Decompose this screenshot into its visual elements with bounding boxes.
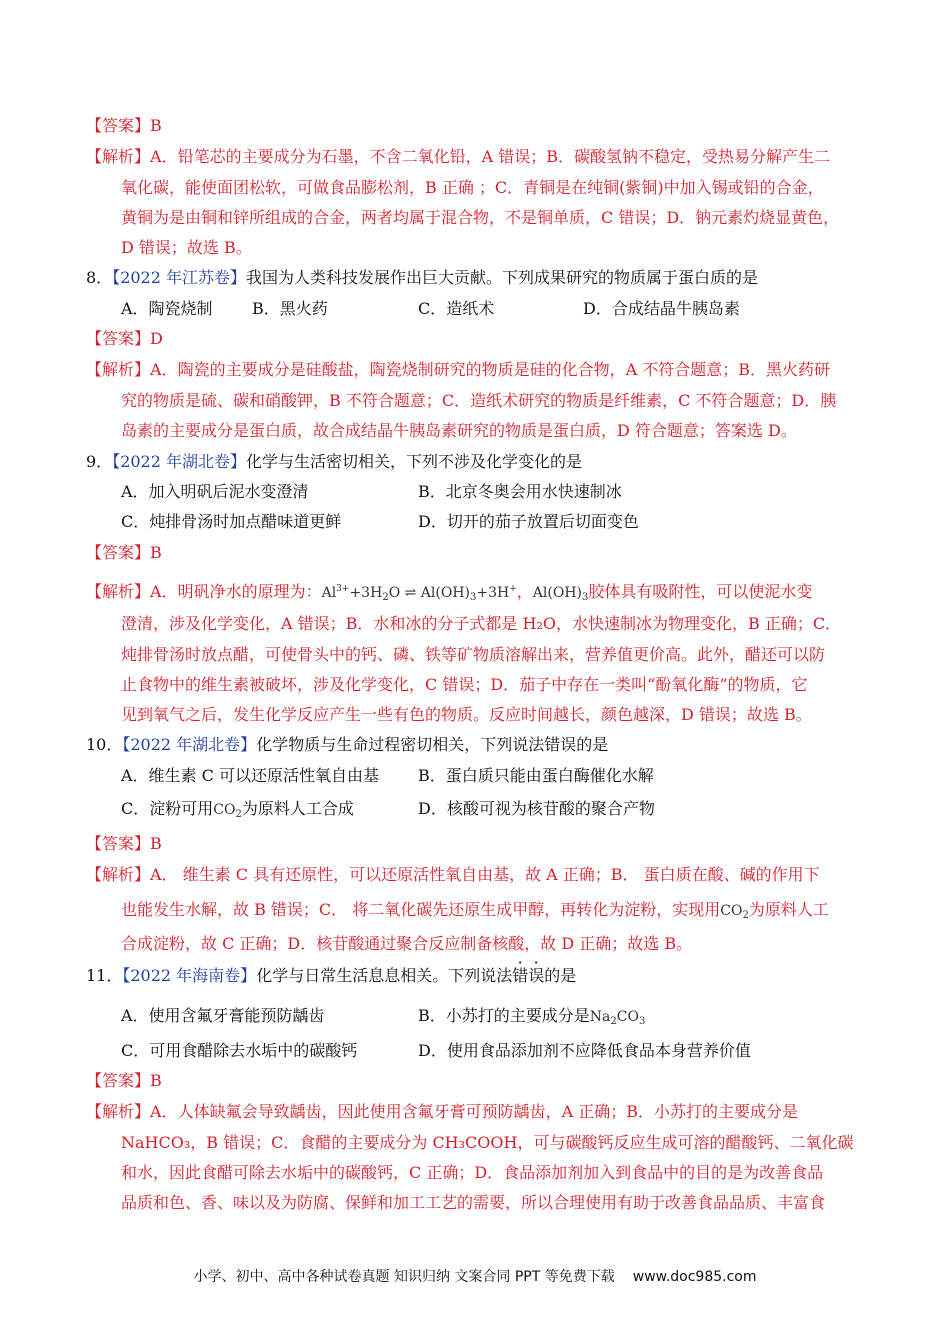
q9-analysis-line-4: 止食物中的维生素被破坏，涉及化学变化，C 错误；D．茄子中存在一类叫“酚氧化酶”的物质，它 xyxy=(121,675,808,694)
q11-option-b: B．小苏打的主要成分是$Na_2CO_3$ xyxy=(418,1006,646,1027)
analysis-text: A．铅笔芯的主要成分为石墨，不含二氧化铅，A 错误；B．碳酸氢钠不稳定，受热易分解产生二 xyxy=(150,147,830,166)
prev-answer xyxy=(86,115,162,137)
q9-option-a: A．加入明矾后泥水变澄清 xyxy=(121,482,309,501)
question-number: 10． xyxy=(86,735,123,754)
answer-tag: 【答案】 xyxy=(86,116,151,135)
question-text-end: 的是 xyxy=(544,966,577,985)
question-number: 8． xyxy=(86,268,113,287)
answer-value: B xyxy=(150,543,162,562)
q9-analysis-line-2: 澄清，涉及化学变化，A 错误；B．水和冰的分子式都是 H₂O，水快速制冰为物理变化，B 正确；C． xyxy=(121,614,842,633)
prev-analysis-line-2: 氧化碳，能使面团松软，可做食品膨松剂，B 正确 ；C．青铜是在纯铜(紫铜)中加入锡或铅的合金， xyxy=(121,178,824,197)
q10-option-a: A．维生素 C 可以还原活性氧自由基 xyxy=(121,766,379,785)
q11-answer xyxy=(86,1070,162,1092)
answer-value: D xyxy=(150,329,163,348)
q8-option-b: B．黑火药 xyxy=(252,299,328,318)
prev-analysis-line-1 xyxy=(86,146,830,168)
na2co3-formula: $Na_2CO_3$ xyxy=(589,1009,646,1027)
analysis-tag: 【解析】 xyxy=(86,582,151,601)
source-tag: 【2022 年江苏卷】 xyxy=(112,268,246,287)
analysis-tag: 【解析】 xyxy=(86,865,151,884)
q11-stem xyxy=(86,965,576,987)
q10-option-d: D．核酸可视为核苷酸的聚合产物 xyxy=(418,799,655,818)
analysis-text-rest: 胶体具有吸附性，可以使泥水变 xyxy=(588,582,813,601)
question-text: 我国为人类科技发展作出巨大贡献。下列成果研究的物质属于蛋白质的是 xyxy=(246,268,759,287)
question-text: 化学物质与生命过程密切相关，下列说法错误的是 xyxy=(256,735,609,754)
alum-hydrolysis-equation: $Al^{3+}+3H_2O$ ⇌ $Al(OH)_3+3H^+$ xyxy=(321,584,517,603)
q8-analysis-line-1 xyxy=(86,359,830,381)
q9-analysis-line-1 xyxy=(86,578,812,609)
separator: ， xyxy=(516,582,533,601)
aluminium-hydroxide-formula: $Al(OH)_3$ xyxy=(532,585,589,603)
analysis-text: A．人体缺氟会导致龋齿，因此使用含氟牙膏可预防龋齿，A 正确；B．小苏打的主要成分是 xyxy=(150,1102,798,1121)
q11-option-c: C．可用食醋除去水垢中的碳酸钙 xyxy=(121,1041,358,1060)
question-number: 9． xyxy=(86,452,113,471)
q9-option-b: B．北京冬奥会用水快速制冰 xyxy=(418,482,622,501)
q8-option-d: D．合成结晶牛胰岛素 xyxy=(583,299,740,318)
q10-analysis-line-2: 也能发生水解，故 B 错误；C． 将二氧化碳先还原生成甲醇，再转化为淀粉，实现用$CO_2$为原料人工 xyxy=(121,900,829,921)
q10-stem xyxy=(86,734,608,756)
q11-analysis-line-4: 品质和色、香、味以及为防腐、保鲜和加工工艺的需要，所以合理使用有助于改善食品品质、丰富食 xyxy=(121,1193,826,1212)
q11-analysis-line-2: NaHCO₃，B 错误；C．食醋的主要成分为 CH₃COOH，可与碳酸钙反应生成可溶的醋酸钙、二氧化碳 xyxy=(121,1133,854,1152)
q9-option-c: C．炖排骨汤时加点醋味道更鲜 xyxy=(121,512,342,531)
q9-option-d: D．切开的茄子放置后切面变色 xyxy=(418,512,639,531)
co2-formula: $CO_2$ xyxy=(213,802,242,820)
analysis-tag: 【解析】 xyxy=(86,147,151,166)
source-tag: 【2022 年海南卷】 xyxy=(122,966,257,985)
q9-analysis-line-3: 炖排骨汤时放点醋，可使骨头中的钙、磷、铁等矿物质溶解出来，营养值更价高。此外，醋还可以防 xyxy=(121,645,826,664)
question-number: 11． xyxy=(86,966,123,985)
q10-option-c: C．淀粉可用$CO_2$为原料人工合成 xyxy=(121,799,354,820)
q8-analysis-line-3: 岛素的主要成分是蛋白质，故合成结晶牛胰岛素研究的物质是蛋白质，D 符合题意；答案选 D。 xyxy=(121,421,797,440)
emphasis-dot-char: 错 xyxy=(512,966,529,985)
footer-text: 小学、初中、高中各种试卷真题 知识归纳 文案合同 PPT 等免费下载 xyxy=(193,1269,615,1285)
q10-option-b: B．蛋白质只能由蛋白酶催化水解 xyxy=(418,766,654,785)
q8-option-c: C．造纸术 xyxy=(418,299,495,318)
q11-analysis-line-1 xyxy=(86,1101,798,1123)
q9-stem xyxy=(86,451,582,473)
answer-tag: 【答案】 xyxy=(86,543,151,562)
footer-link[interactable]: www.doc985.com xyxy=(632,1269,757,1285)
analysis-text: A．陶瓷的主要成分是硅酸盐，陶瓷烧制研究的物质是硅的化合物，A 不符合题意；B．黑火药研 xyxy=(150,360,830,379)
q8-option-a: A．陶瓷烧制 xyxy=(121,299,213,318)
q8-analysis-line-2: 究的物质是硫、碳和硝酸钾，B 不符合题意；C．造纸术研究的物质是纤维素，C 不符合题意；D．胰 xyxy=(121,391,837,410)
answer-value: B xyxy=(150,1071,162,1090)
page-footer xyxy=(0,1266,950,1286)
q10-analysis-line-1 xyxy=(86,864,820,886)
analysis-tag: 【解析】 xyxy=(86,360,151,379)
q8-stem xyxy=(86,267,758,289)
answer-value: B xyxy=(150,834,162,853)
q9-analysis-line-5: 见到氧气之后，发生化学反应产生一些有色的物质。反应时间越长，颜色越深，D 错误；故选 B。 xyxy=(121,705,812,724)
source-tag: 【2022 年湖北卷】 xyxy=(112,452,246,471)
answer-tag: 【答案】 xyxy=(86,329,151,348)
q11-analysis-line-3: 和水，因此食醋可除去水垢中的碳酸钙，C 正确；D．食品添加剂加入到食品中的目的是为改善食品 xyxy=(121,1163,824,1182)
co2-formula: $CO_2$ xyxy=(720,903,749,921)
question-text: 化学与生活密切相关，下列不涉及化学变化的是 xyxy=(246,452,583,471)
prev-analysis-line-4: D 错误；故选 B。 xyxy=(121,238,252,257)
source-tag: 【2022 年湖北卷】 xyxy=(122,735,257,754)
analysis-text: A．明矾净水的原理为： xyxy=(150,582,322,601)
answer-value: B xyxy=(150,116,162,135)
question-text: 化学与日常生活息息相关。下列说法 xyxy=(256,966,513,985)
answer-tag: 【答案】 xyxy=(86,1071,151,1090)
q10-answer xyxy=(86,833,162,855)
answer-tag: 【答案】 xyxy=(86,834,151,853)
q10-analysis-line-3: 合成淀粉，故 C 正确；D．核苷酸通过聚合反应制备核酸，故 D 正确；故选 B。 xyxy=(121,934,693,953)
emphasis-dot-char: 误 xyxy=(528,966,545,985)
q11-option-a: A．使用含氟牙膏能预防龋齿 xyxy=(121,1006,325,1025)
analysis-text: A． 维生素 C 具有还原性，可以还原活性氧自由基，故 A 正确；B． 蛋白质在酸、碱的作用下 xyxy=(150,865,820,884)
prev-analysis-line-3: 黄铜为是由铜和锌所组成的合金，两者均属于混合物，不是铜单质，C 错误；D．钠元素灼烧显黄色， xyxy=(121,208,840,227)
analysis-tag: 【解析】 xyxy=(86,1102,151,1121)
q11-option-d: D．使用食品添加剂不应降低食品本身营养价值 xyxy=(418,1041,751,1060)
q9-answer xyxy=(86,542,162,564)
q8-answer xyxy=(86,328,163,350)
